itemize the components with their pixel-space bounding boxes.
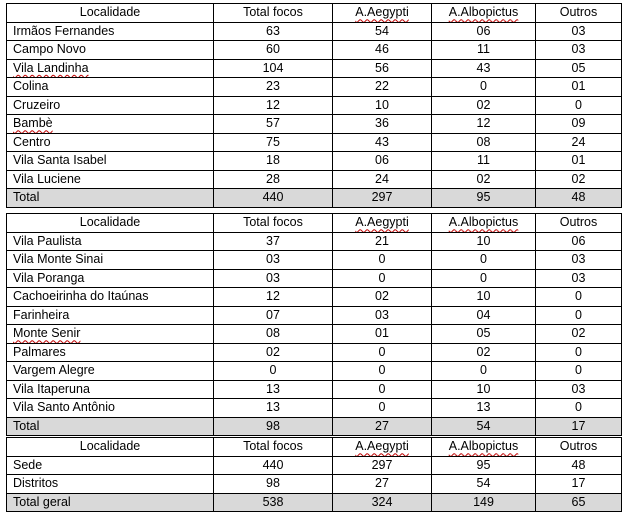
cell-total-focos: 18 xyxy=(214,152,333,171)
total-focos: 440 xyxy=(214,189,333,208)
cell-outros: 09 xyxy=(536,115,622,134)
focos-table-1 xyxy=(6,3,622,208)
total-outros: 17 xyxy=(536,417,622,436)
cell-localidade: Vila Santa Isabel xyxy=(7,152,214,171)
cell-total-focos: 12 xyxy=(214,288,333,307)
cell-outros: 03 xyxy=(536,22,622,41)
cell-localidade: Palmares xyxy=(7,343,214,362)
cell-albopictus: 10 xyxy=(432,232,536,251)
cell-total-focos: 104 xyxy=(214,59,333,78)
cell-aegypti: 56 xyxy=(333,59,432,78)
header-row xyxy=(7,4,622,23)
cell-localidade: Cachoeirinha do Itaúnas xyxy=(7,288,214,307)
total-label: Total xyxy=(7,417,214,436)
header-row xyxy=(7,438,622,457)
cell-albopictus: 08 xyxy=(432,133,536,152)
cell-total-focos: 13 xyxy=(214,380,333,399)
cell-localidade: Campo Novo xyxy=(7,41,214,60)
total-albopictus: 54 xyxy=(432,417,536,436)
cell-localidade: Bambè xyxy=(7,115,214,134)
cell-localidade: Vila Paulista xyxy=(7,232,214,251)
cell-total-focos: 60 xyxy=(214,41,333,60)
cell-outros: 03 xyxy=(536,380,622,399)
cell-localidade: Sede xyxy=(7,456,214,475)
cell-albopictus: 0 xyxy=(432,78,536,97)
cell-albopictus: 12 xyxy=(432,115,536,134)
total-albopictus: 149 xyxy=(432,493,536,512)
cell-localidade: Centro xyxy=(7,133,214,152)
table-row xyxy=(7,362,622,381)
cell-outros: 48 xyxy=(536,456,622,475)
cell-albopictus: 43 xyxy=(432,59,536,78)
cell-localidade: Vila Itaperuna xyxy=(7,380,214,399)
cell-total-focos: 07 xyxy=(214,306,333,325)
focos-summary-table xyxy=(6,437,622,512)
cell-albopictus: 13 xyxy=(432,399,536,418)
cell-localidade: Cruzeiro xyxy=(7,96,214,115)
cell-albopictus: 05 xyxy=(432,325,536,344)
cell-aegypti: 46 xyxy=(333,41,432,60)
cell-localidade: Vila Monte Sinai xyxy=(7,251,214,270)
total-aegypti: 297 xyxy=(333,189,432,208)
header-aegypti: A.Aegypti xyxy=(333,214,432,233)
cell-total-focos: 08 xyxy=(214,325,333,344)
table-row xyxy=(7,115,622,134)
table-row xyxy=(7,96,622,115)
cell-aegypti: 03 xyxy=(333,306,432,325)
header-albopictus: A.Albopictus xyxy=(432,4,536,23)
cell-albopictus: 10 xyxy=(432,380,536,399)
header-albopictus: A.Albopictus xyxy=(432,438,536,457)
cell-albopictus: 04 xyxy=(432,306,536,325)
cell-total-focos: 13 xyxy=(214,399,333,418)
cell-localidade: Vila Luciene xyxy=(7,170,214,189)
header-aegypti: A.Aegypti xyxy=(333,438,432,457)
table-row xyxy=(7,251,622,270)
cell-aegypti: 43 xyxy=(333,133,432,152)
cell-aegypti: 0 xyxy=(333,269,432,288)
header-row xyxy=(7,214,622,233)
header-aegypti: A.Aegypti xyxy=(333,4,432,23)
cell-outros: 01 xyxy=(536,152,622,171)
total-aegypti: 27 xyxy=(333,417,432,436)
total-focos: 538 xyxy=(214,493,333,512)
cell-localidade: Distritos xyxy=(7,475,214,494)
table-row xyxy=(7,269,622,288)
table-row xyxy=(7,343,622,362)
total-row xyxy=(7,417,622,436)
cell-albopictus: 54 xyxy=(432,475,536,494)
table-row xyxy=(7,399,622,418)
cell-albopictus: 06 xyxy=(432,22,536,41)
cell-localidade: Monte Senir xyxy=(7,325,214,344)
cell-total-focos: 0 xyxy=(214,362,333,381)
header-total-focos: Total focos xyxy=(214,4,333,23)
cell-localidade: Colina xyxy=(7,78,214,97)
cell-outros: 05 xyxy=(536,59,622,78)
cell-total-focos: 440 xyxy=(214,456,333,475)
total-albopictus: 95 xyxy=(432,189,536,208)
cell-total-focos: 98 xyxy=(214,475,333,494)
header-outros: Outros xyxy=(536,214,622,233)
header-outros: Outros xyxy=(536,4,622,23)
cell-aegypti: 36 xyxy=(333,115,432,134)
focos-table-2 xyxy=(6,213,622,436)
cell-outros: 0 xyxy=(536,306,622,325)
table-row xyxy=(7,288,622,307)
total-row xyxy=(7,493,622,512)
cell-localidade: Vila Landinha xyxy=(7,59,214,78)
total-label: Total xyxy=(7,189,214,208)
cell-aegypti: 0 xyxy=(333,251,432,270)
cell-outros: 0 xyxy=(536,399,622,418)
cell-aegypti: 297 xyxy=(333,456,432,475)
cell-outros: 06 xyxy=(536,232,622,251)
cell-albopictus: 10 xyxy=(432,288,536,307)
cell-total-focos: 63 xyxy=(214,22,333,41)
cell-outros: 0 xyxy=(536,362,622,381)
header-outros: Outros xyxy=(536,438,622,457)
cell-outros: 17 xyxy=(536,475,622,494)
total-row xyxy=(7,189,622,208)
cell-total-focos: 28 xyxy=(214,170,333,189)
cell-albopictus: 11 xyxy=(432,41,536,60)
table-row xyxy=(7,22,622,41)
table-row xyxy=(7,380,622,399)
cell-aegypti: 10 xyxy=(333,96,432,115)
table-row xyxy=(7,475,622,494)
cell-albopictus: 0 xyxy=(432,251,536,270)
cell-localidade: Irmãos Fernandes xyxy=(7,22,214,41)
cell-aegypti: 0 xyxy=(333,343,432,362)
table-row xyxy=(7,325,622,344)
cell-aegypti: 0 xyxy=(333,380,432,399)
cell-aegypti: 06 xyxy=(333,152,432,171)
table-row xyxy=(7,306,622,325)
table-row xyxy=(7,41,622,60)
cell-aegypti: 22 xyxy=(333,78,432,97)
cell-albopictus: 02 xyxy=(432,170,536,189)
cell-localidade: Vila Santo Antônio xyxy=(7,399,214,418)
cell-albopictus: 95 xyxy=(432,456,536,475)
cell-albopictus: 02 xyxy=(432,96,536,115)
cell-aegypti: 01 xyxy=(333,325,432,344)
cell-outros: 03 xyxy=(536,269,622,288)
table-row xyxy=(7,232,622,251)
header-localidade: Localidade xyxy=(7,4,214,23)
cell-outros: 03 xyxy=(536,251,622,270)
table-row xyxy=(7,133,622,152)
header-total-focos: Total focos xyxy=(214,438,333,457)
cell-albopictus: 0 xyxy=(432,362,536,381)
cell-aegypti: 21 xyxy=(333,232,432,251)
cell-total-focos: 02 xyxy=(214,343,333,362)
cell-aegypti: 54 xyxy=(333,22,432,41)
cell-total-focos: 57 xyxy=(214,115,333,134)
total-label: Total geral xyxy=(7,493,214,512)
cell-outros: 0 xyxy=(536,96,622,115)
cell-localidade: Farinheira xyxy=(7,306,214,325)
cell-outros: 24 xyxy=(536,133,622,152)
cell-total-focos: 37 xyxy=(214,232,333,251)
cell-outros: 0 xyxy=(536,288,622,307)
table-row xyxy=(7,152,622,171)
header-albopictus: A.Albopictus xyxy=(432,214,536,233)
header-total-focos: Total focos xyxy=(214,214,333,233)
total-focos: 98 xyxy=(214,417,333,436)
table-row xyxy=(7,59,622,78)
cell-aegypti: 0 xyxy=(333,362,432,381)
cell-total-focos: 75 xyxy=(214,133,333,152)
total-outros: 48 xyxy=(536,189,622,208)
cell-albopictus: 0 xyxy=(432,269,536,288)
cell-localidade: Vila Poranga xyxy=(7,269,214,288)
cell-outros: 01 xyxy=(536,78,622,97)
cell-albopictus: 02 xyxy=(432,343,536,362)
header-localidade: Localidade xyxy=(7,438,214,457)
total-outros: 65 xyxy=(536,493,622,512)
table-row xyxy=(7,78,622,97)
cell-aegypti: 02 xyxy=(333,288,432,307)
cell-total-focos: 03 xyxy=(214,251,333,270)
cell-aegypti: 27 xyxy=(333,475,432,494)
cell-outros: 03 xyxy=(536,41,622,60)
cell-total-focos: 12 xyxy=(214,96,333,115)
cell-total-focos: 03 xyxy=(214,269,333,288)
cell-aegypti: 0 xyxy=(333,399,432,418)
header-localidade: Localidade xyxy=(7,214,214,233)
cell-total-focos: 23 xyxy=(214,78,333,97)
cell-aegypti: 24 xyxy=(333,170,432,189)
table-row xyxy=(7,456,622,475)
cell-outros: 02 xyxy=(536,325,622,344)
total-aegypti: 324 xyxy=(333,493,432,512)
table-row xyxy=(7,170,622,189)
cell-outros: 0 xyxy=(536,343,622,362)
cell-localidade: Vargem Alegre xyxy=(7,362,214,381)
cell-outros: 02 xyxy=(536,170,622,189)
cell-albopictus: 11 xyxy=(432,152,536,171)
